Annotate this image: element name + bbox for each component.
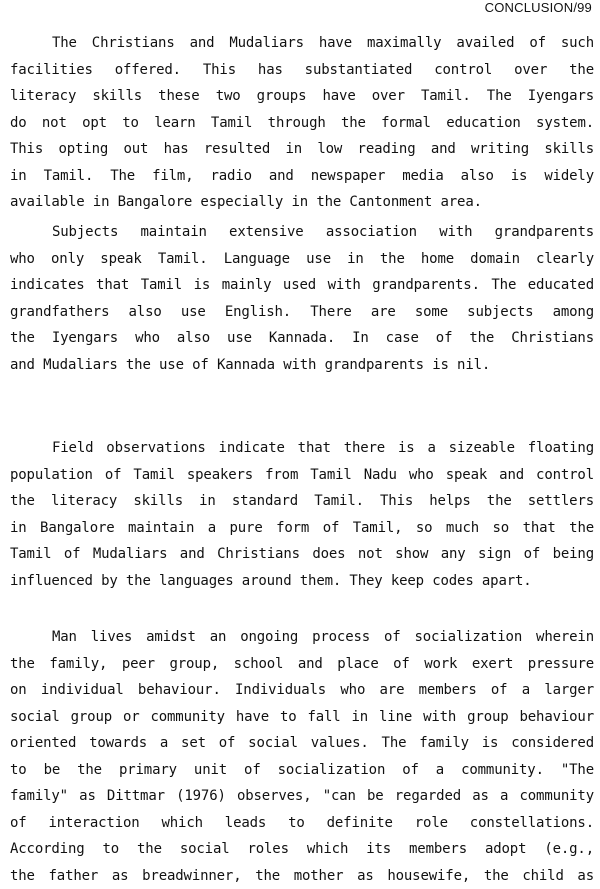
text-line: the Iyengars who also use Kannada. In case of the Christians — [10, 325, 594, 352]
text-line: grandfathers also use English. There are some subjects among — [10, 299, 594, 326]
text-line: influenced by the languages around them. They keep codes apart. — [10, 568, 594, 595]
text-line: literacy skills these two groups have over Tamil. The Iyengars — [10, 83, 594, 110]
text-line: who only speak Tamil. Language use in the home domain clearly — [10, 246, 594, 273]
text-line: facilities offered. This has substantiated control over the — [10, 57, 594, 84]
text-line: population of Tamil speakers from Tamil Nadu who speak and control — [10, 462, 594, 489]
paragraph-3 — [10, 435, 594, 594]
text-line: Man lives amidst an ongoing process of socialization wherein — [10, 624, 594, 651]
running-head: CONCLUSION/99 — [485, 0, 592, 16]
text-line: of interaction which leads to definite role constellations. — [10, 810, 594, 837]
text-line: do not opt to learn Tamil through the formal education system. — [10, 110, 594, 137]
text-line: and Mudaliars the use of Kannada with grandparents is nil. — [10, 352, 594, 379]
text-line: family" as Dittmar (1976) observes, "can be regarded as a community — [10, 783, 594, 810]
text-line: indicates that Tamil is mainly used with grandparents. The educated — [10, 272, 594, 299]
text-line: Tamil of Mudaliars and Christians does not show any sign of being — [10, 541, 594, 568]
text-line: Subjects maintain extensive association with grandparents — [10, 219, 594, 246]
text-line: oriented towards a set of social values. The family is considered — [10, 730, 594, 757]
paragraph-4 — [10, 624, 594, 889]
text-line: According to the social roles which its members adopt (e.g., — [10, 836, 594, 863]
paragraph-1 — [10, 30, 594, 216]
text-line: on individual behaviour. Individuals who are members of a larger — [10, 677, 594, 704]
paragraph-2 — [10, 219, 594, 378]
text-line: The Christians and Mudaliars have maximally availed of such — [10, 30, 594, 57]
text-line: This opting out has resulted in low reading and writing skills — [10, 136, 594, 163]
text-line: available in Bangalore especially in the Cantonment area. — [10, 189, 594, 216]
text-line: social group or community have to fall in line with group behaviour — [10, 704, 594, 731]
text-line: in Tamil. The film, radio and newspaper media also is widely — [10, 163, 594, 190]
text-line: Field observations indicate that there is a sizeable floating — [10, 435, 594, 462]
text-line: to be the primary unit of socialization of a community. "The — [10, 757, 594, 784]
text-line: the family, peer group, school and place of work exert pressure — [10, 651, 594, 678]
text-line: the father as breadwinner, the mother as housewife, the child as — [10, 863, 594, 889]
text-line: in Bangalore maintain a pure form of Tamil, so much so that the — [10, 515, 594, 542]
text-line: the literacy skills in standard Tamil. This helps the settlers — [10, 488, 594, 515]
